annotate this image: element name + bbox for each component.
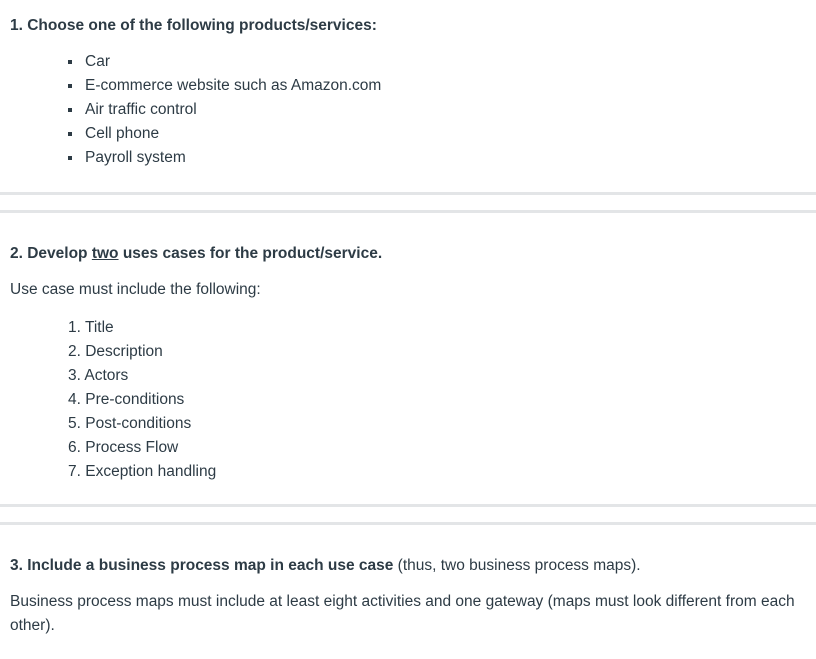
section-develop-use-cases xyxy=(0,244,816,484)
section3-heading xyxy=(10,556,816,576)
section3-heading-normal: (thus, two business process maps). xyxy=(393,557,641,574)
list-item-label: E-commerce website such as Amazon.com xyxy=(85,77,382,94)
section-choose-product xyxy=(0,16,816,170)
list-item: 2. Description xyxy=(68,343,163,360)
list-item xyxy=(85,74,816,98)
divider xyxy=(0,522,816,525)
divider xyxy=(0,210,816,213)
section2-heading-pre: 2. Develop xyxy=(10,245,92,262)
list-item: 1. Title xyxy=(68,319,114,336)
list-item: 3. Actors xyxy=(68,367,129,384)
list-item xyxy=(85,98,816,122)
list-item xyxy=(85,50,816,74)
section2-heading-underlined: two xyxy=(91,245,119,262)
section2-intro: Use case must include the following: xyxy=(10,281,261,298)
list-item: 7. Exception handling xyxy=(68,463,217,480)
bullet-icon xyxy=(68,60,72,64)
list-item-label: Air traffic control xyxy=(85,101,197,118)
list-item: 5. Post-conditions xyxy=(68,415,192,432)
list-item-label: Cell phone xyxy=(85,125,160,142)
section3-heading-bold: 3. Include a business process map in each use case xyxy=(10,557,394,574)
use-case-requirements-list xyxy=(10,316,816,484)
divider xyxy=(0,504,816,507)
product-list xyxy=(10,50,816,170)
bullet-icon xyxy=(68,108,72,112)
section1-heading: 1. Choose one of the following products/services: xyxy=(10,17,377,34)
list-item: 6. Process Flow xyxy=(68,439,179,456)
list-item-label: Payroll system xyxy=(85,149,186,166)
bullet-icon xyxy=(68,84,72,88)
section2-heading-post: uses cases for the product/service. xyxy=(118,245,383,262)
divider xyxy=(0,192,816,195)
bullet-icon xyxy=(68,156,72,160)
list-item xyxy=(85,146,816,170)
section3-body: Business process maps must include at least eight activities and one gateway (maps must look different from each other). xyxy=(10,593,795,634)
section2-heading xyxy=(10,244,816,264)
section-business-process-map xyxy=(0,556,816,638)
bullet-icon xyxy=(68,132,72,136)
list-item-label: Car xyxy=(85,53,110,70)
list-item xyxy=(85,122,816,146)
list-item: 4. Pre-conditions xyxy=(68,391,185,408)
